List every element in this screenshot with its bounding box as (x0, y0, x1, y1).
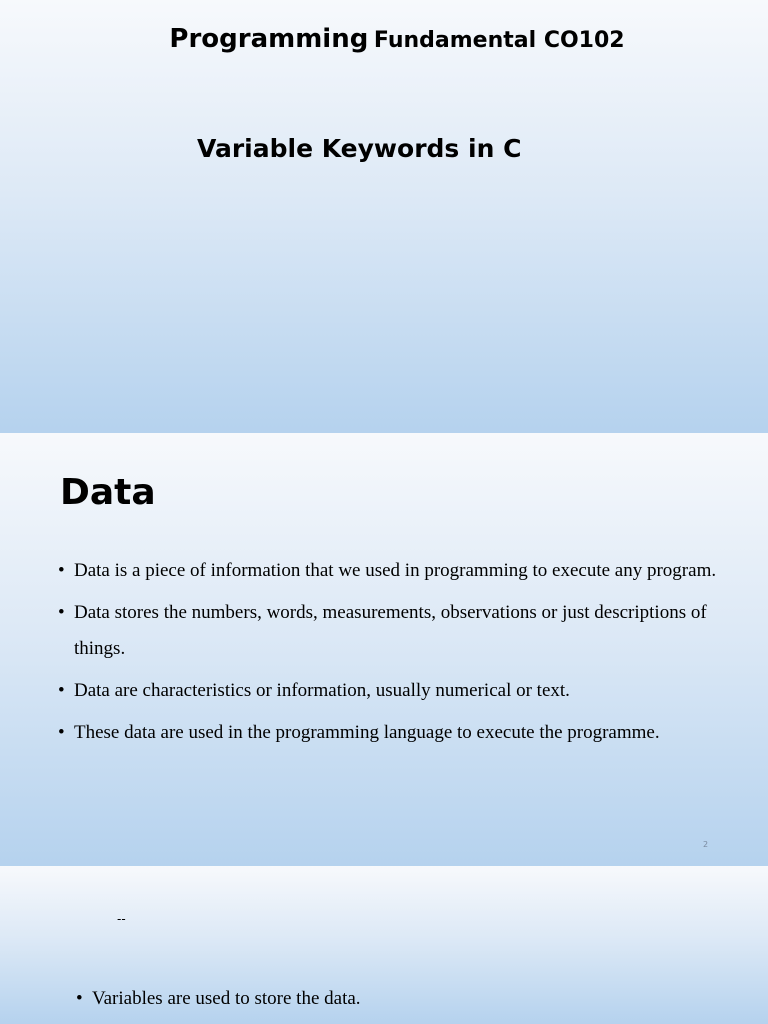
slide-1 (0, 0, 768, 433)
bullet-icon: • (58, 560, 65, 581)
bullet-icon: • (58, 680, 65, 701)
bullet-icon: • (76, 988, 83, 1009)
bullet-icon: • (58, 602, 65, 623)
bullet-item (58, 553, 734, 589)
slide-3-mark: -- (117, 912, 126, 926)
bullet-item (58, 673, 734, 709)
bullet-item (76, 981, 732, 1017)
slide-3-bullet-list (76, 981, 732, 1023)
slide-1-title (0, 24, 768, 54)
bullet-icon: • (58, 722, 65, 743)
bullet-item (58, 715, 734, 751)
bullet-text: These data are used in the programming language to execute the programme. (74, 722, 660, 743)
slide-2-bullet-list (58, 553, 734, 757)
bullet-item (58, 595, 734, 667)
slide-2-heading: Data (60, 472, 156, 513)
slide-2-page-number: 2 (703, 840, 709, 849)
bullet-text: Data are characteristics or information, usually numerical or text. (74, 680, 570, 701)
bullet-text: Data is a piece of information that we used in programming to execute any program. (74, 560, 717, 581)
slide-1-subtitle: Variable Keywords in C (197, 134, 522, 163)
bullet-text: Data stores the numbers, words, measurements, observations or just descriptions of things. (74, 602, 707, 659)
bullet-text: Variables are used to store the data. (92, 988, 361, 1009)
title-main: Programming (169, 24, 369, 54)
title-course: Fundamental CO102 (373, 28, 625, 53)
